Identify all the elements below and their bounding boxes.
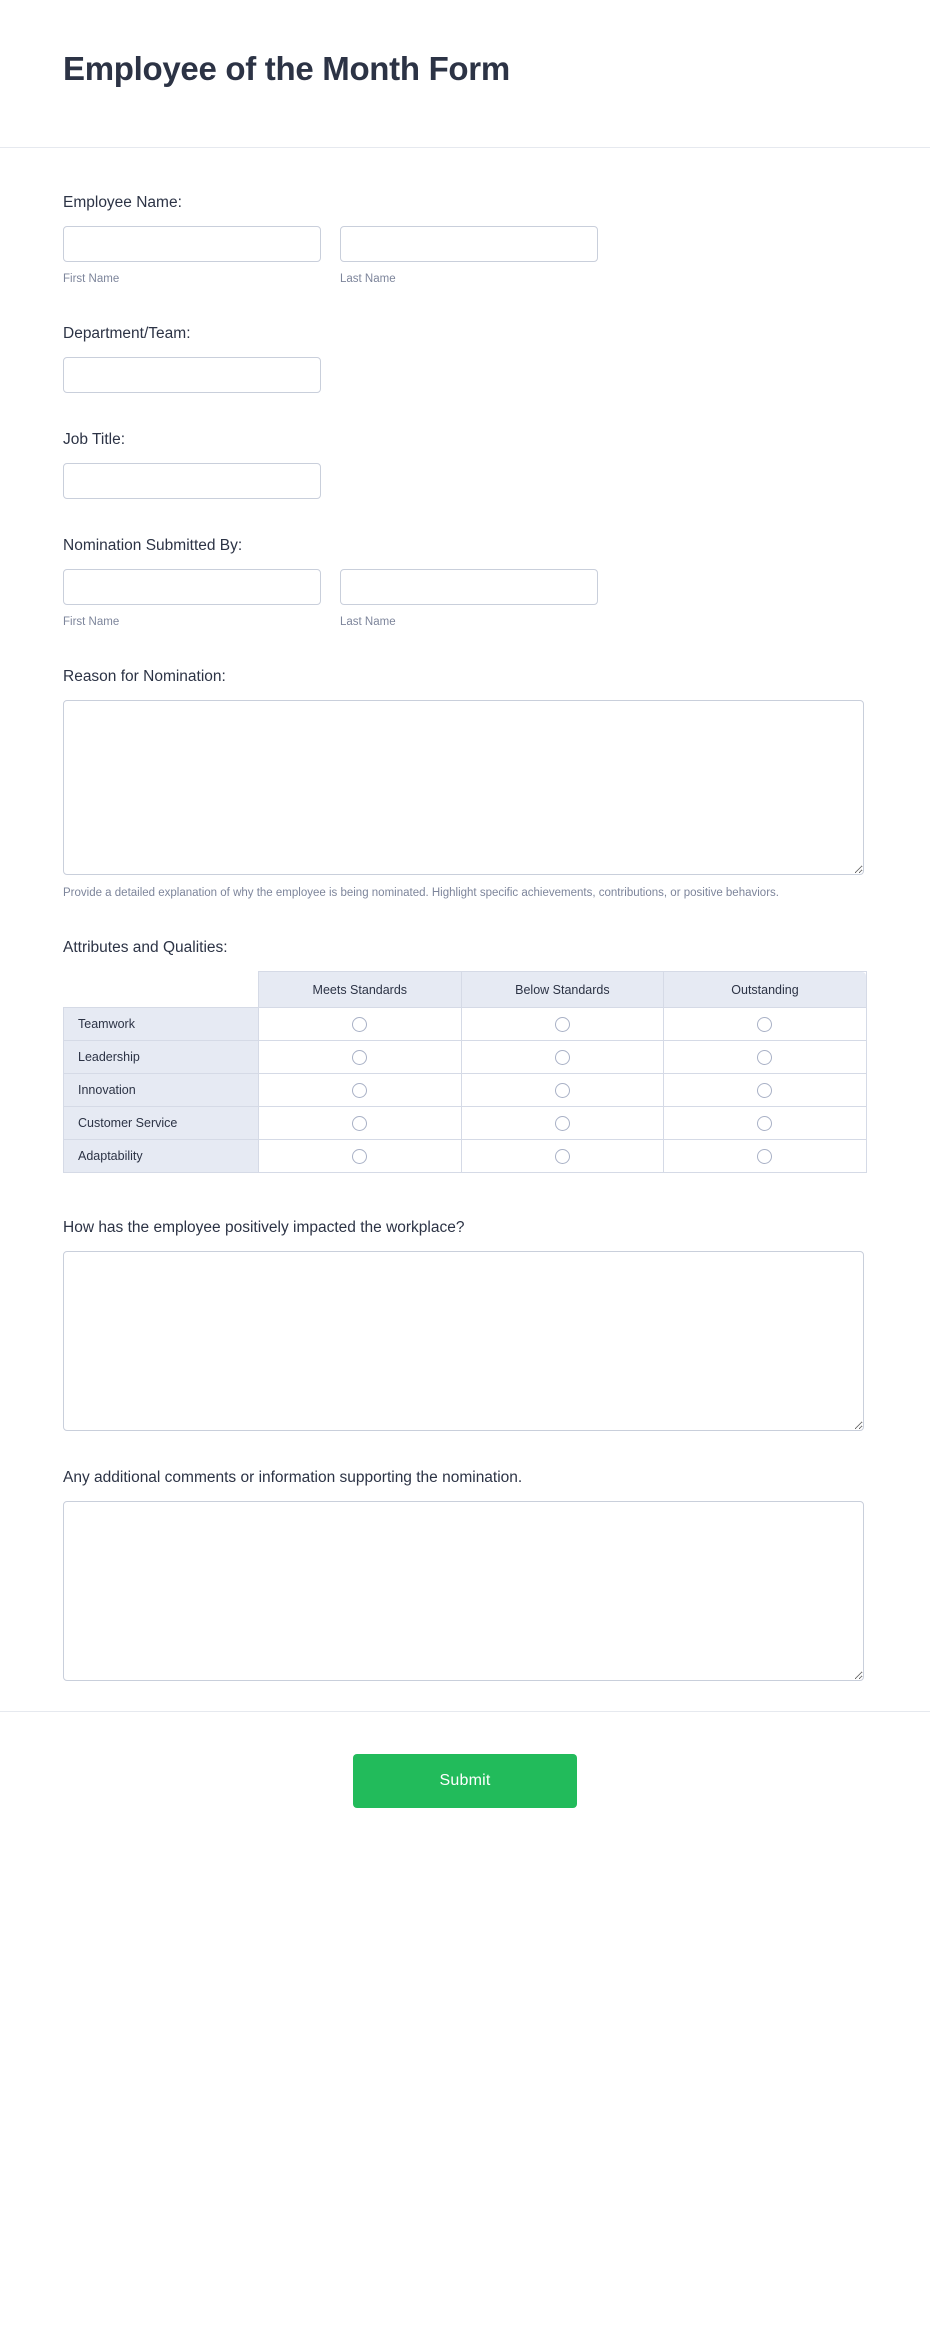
- field-department-team: [63, 323, 867, 393]
- radio-icon[interactable]: [555, 1083, 570, 1098]
- matrix-cell-4-2[interactable]: [664, 1140, 867, 1173]
- matrix-cell-2-2[interactable]: [664, 1074, 867, 1107]
- employee-name-inputs: [63, 226, 867, 287]
- table-row: [64, 1008, 867, 1041]
- radio-icon[interactable]: [555, 1017, 570, 1032]
- attributes-and-qualities-label: Attributes and Qualities:: [63, 939, 228, 956]
- matrix-column-header-1: Below Standards: [461, 972, 664, 1008]
- additional-comments-label: Any additional comments or information supporting the nomination.: [63, 1469, 523, 1486]
- submit-button[interactable]: Submit: [353, 1754, 577, 1808]
- radio-icon[interactable]: [757, 1017, 772, 1032]
- attributes-matrix-table: [63, 971, 867, 1173]
- nominator-first-name-group: [63, 569, 321, 630]
- reason-help-text: Provide a detailed explanation of why the employee is being nominated. Highlight specific achievements, contributions, or positive behaviors.: [63, 887, 779, 899]
- matrix-cell-2-0[interactable]: [259, 1074, 462, 1107]
- matrix-row-label-2: Innovation: [64, 1074, 259, 1107]
- table-row: [64, 1041, 867, 1074]
- radio-icon[interactable]: [757, 1050, 772, 1065]
- job-title-input[interactable]: [63, 463, 321, 499]
- job-title-label: Job Title:: [63, 431, 126, 448]
- radio-icon[interactable]: [352, 1083, 367, 1098]
- radio-icon[interactable]: [352, 1116, 367, 1131]
- field-employee-name: [63, 192, 867, 287]
- matrix-cell-4-1[interactable]: [461, 1140, 664, 1173]
- field-job-title: [63, 429, 867, 499]
- form-body: [0, 148, 930, 1681]
- employee-last-name-input[interactable]: [340, 226, 598, 262]
- matrix-cell-4-0[interactable]: [259, 1140, 462, 1173]
- workplace-impact-textarea[interactable]: [63, 1251, 864, 1431]
- matrix-body: [64, 1008, 867, 1173]
- table-row: [64, 1107, 867, 1140]
- nominator-first-name-input[interactable]: [63, 569, 321, 605]
- matrix-cell-0-2[interactable]: [664, 1008, 867, 1041]
- matrix-cell-3-2[interactable]: [664, 1107, 867, 1140]
- field-additional-comments: [63, 1467, 867, 1681]
- form-header: [0, 0, 930, 148]
- radio-icon[interactable]: [555, 1116, 570, 1131]
- nominator-last-name-input[interactable]: [340, 569, 598, 605]
- radio-icon[interactable]: [757, 1149, 772, 1164]
- table-row: [64, 1074, 867, 1107]
- matrix-column-header-2: Outstanding: [664, 972, 867, 1008]
- matrix-column-header-0: Meets Standards: [259, 972, 462, 1008]
- employee-first-name-input[interactable]: [63, 226, 321, 262]
- radio-icon[interactable]: [555, 1149, 570, 1164]
- employee-name-label: Employee Name:: [63, 194, 182, 211]
- matrix-cell-3-1[interactable]: [461, 1107, 664, 1140]
- form-footer: [0, 1711, 930, 1852]
- radio-icon[interactable]: [352, 1149, 367, 1164]
- matrix-cell-0-1[interactable]: [461, 1008, 664, 1041]
- nomination-submitted-by-inputs: [63, 569, 867, 630]
- department-team-label: Department/Team:: [63, 325, 191, 342]
- employee-first-name-group: [63, 226, 321, 287]
- department-team-group: [63, 357, 321, 393]
- department-team-input[interactable]: [63, 357, 321, 393]
- matrix-row-label-0: Teamwork: [64, 1008, 259, 1041]
- matrix-cell-1-0[interactable]: [259, 1041, 462, 1074]
- additional-comments-textarea[interactable]: [63, 1501, 864, 1681]
- employee-last-name-sublabel: Last Name: [340, 273, 396, 285]
- matrix-row-label-3: Customer Service: [64, 1107, 259, 1140]
- field-workplace-impact: [63, 1217, 867, 1431]
- radio-icon[interactable]: [352, 1050, 367, 1065]
- nomination-submitted-by-label: Nomination Submitted By:: [63, 537, 243, 554]
- radio-icon[interactable]: [555, 1050, 570, 1065]
- nominator-first-name-sublabel: First Name: [63, 616, 120, 628]
- matrix-cell-0-0[interactable]: [259, 1008, 462, 1041]
- employee-last-name-group: [340, 226, 598, 287]
- nominator-last-name-sublabel: Last Name: [340, 616, 396, 628]
- matrix-row-label-4: Adaptability: [64, 1140, 259, 1173]
- workplace-impact-label: How has the employee positively impacted the workplace?: [63, 1219, 465, 1236]
- reason-textarea-wrap: [63, 700, 864, 875]
- reason-for-nomination-label: Reason for Nomination:: [63, 668, 226, 685]
- comments-textarea-wrap: [63, 1501, 864, 1681]
- table-row: [64, 1140, 867, 1173]
- radio-icon[interactable]: [352, 1017, 367, 1032]
- matrix-cell-2-1[interactable]: [461, 1074, 664, 1107]
- radio-icon[interactable]: [757, 1116, 772, 1131]
- page-title: Employee of the Month Form: [63, 50, 510, 87]
- matrix-corner-cell: [64, 972, 259, 1008]
- impact-textarea-wrap: [63, 1251, 864, 1431]
- field-nomination-submitted-by: [63, 535, 867, 630]
- matrix-cell-1-1[interactable]: [461, 1041, 664, 1074]
- matrix-header-row: [64, 972, 867, 1008]
- field-attributes-and-qualities: [63, 937, 867, 1173]
- matrix-cell-3-0[interactable]: [259, 1107, 462, 1140]
- matrix-row-label-1: Leadership: [64, 1041, 259, 1074]
- matrix-cell-1-2[interactable]: [664, 1041, 867, 1074]
- nominator-last-name-group: [340, 569, 598, 630]
- reason-for-nomination-textarea[interactable]: [63, 700, 864, 875]
- job-title-group: [63, 463, 321, 499]
- radio-icon[interactable]: [757, 1083, 772, 1098]
- field-reason-for-nomination: [63, 666, 867, 901]
- employee-first-name-sublabel: First Name: [63, 273, 120, 285]
